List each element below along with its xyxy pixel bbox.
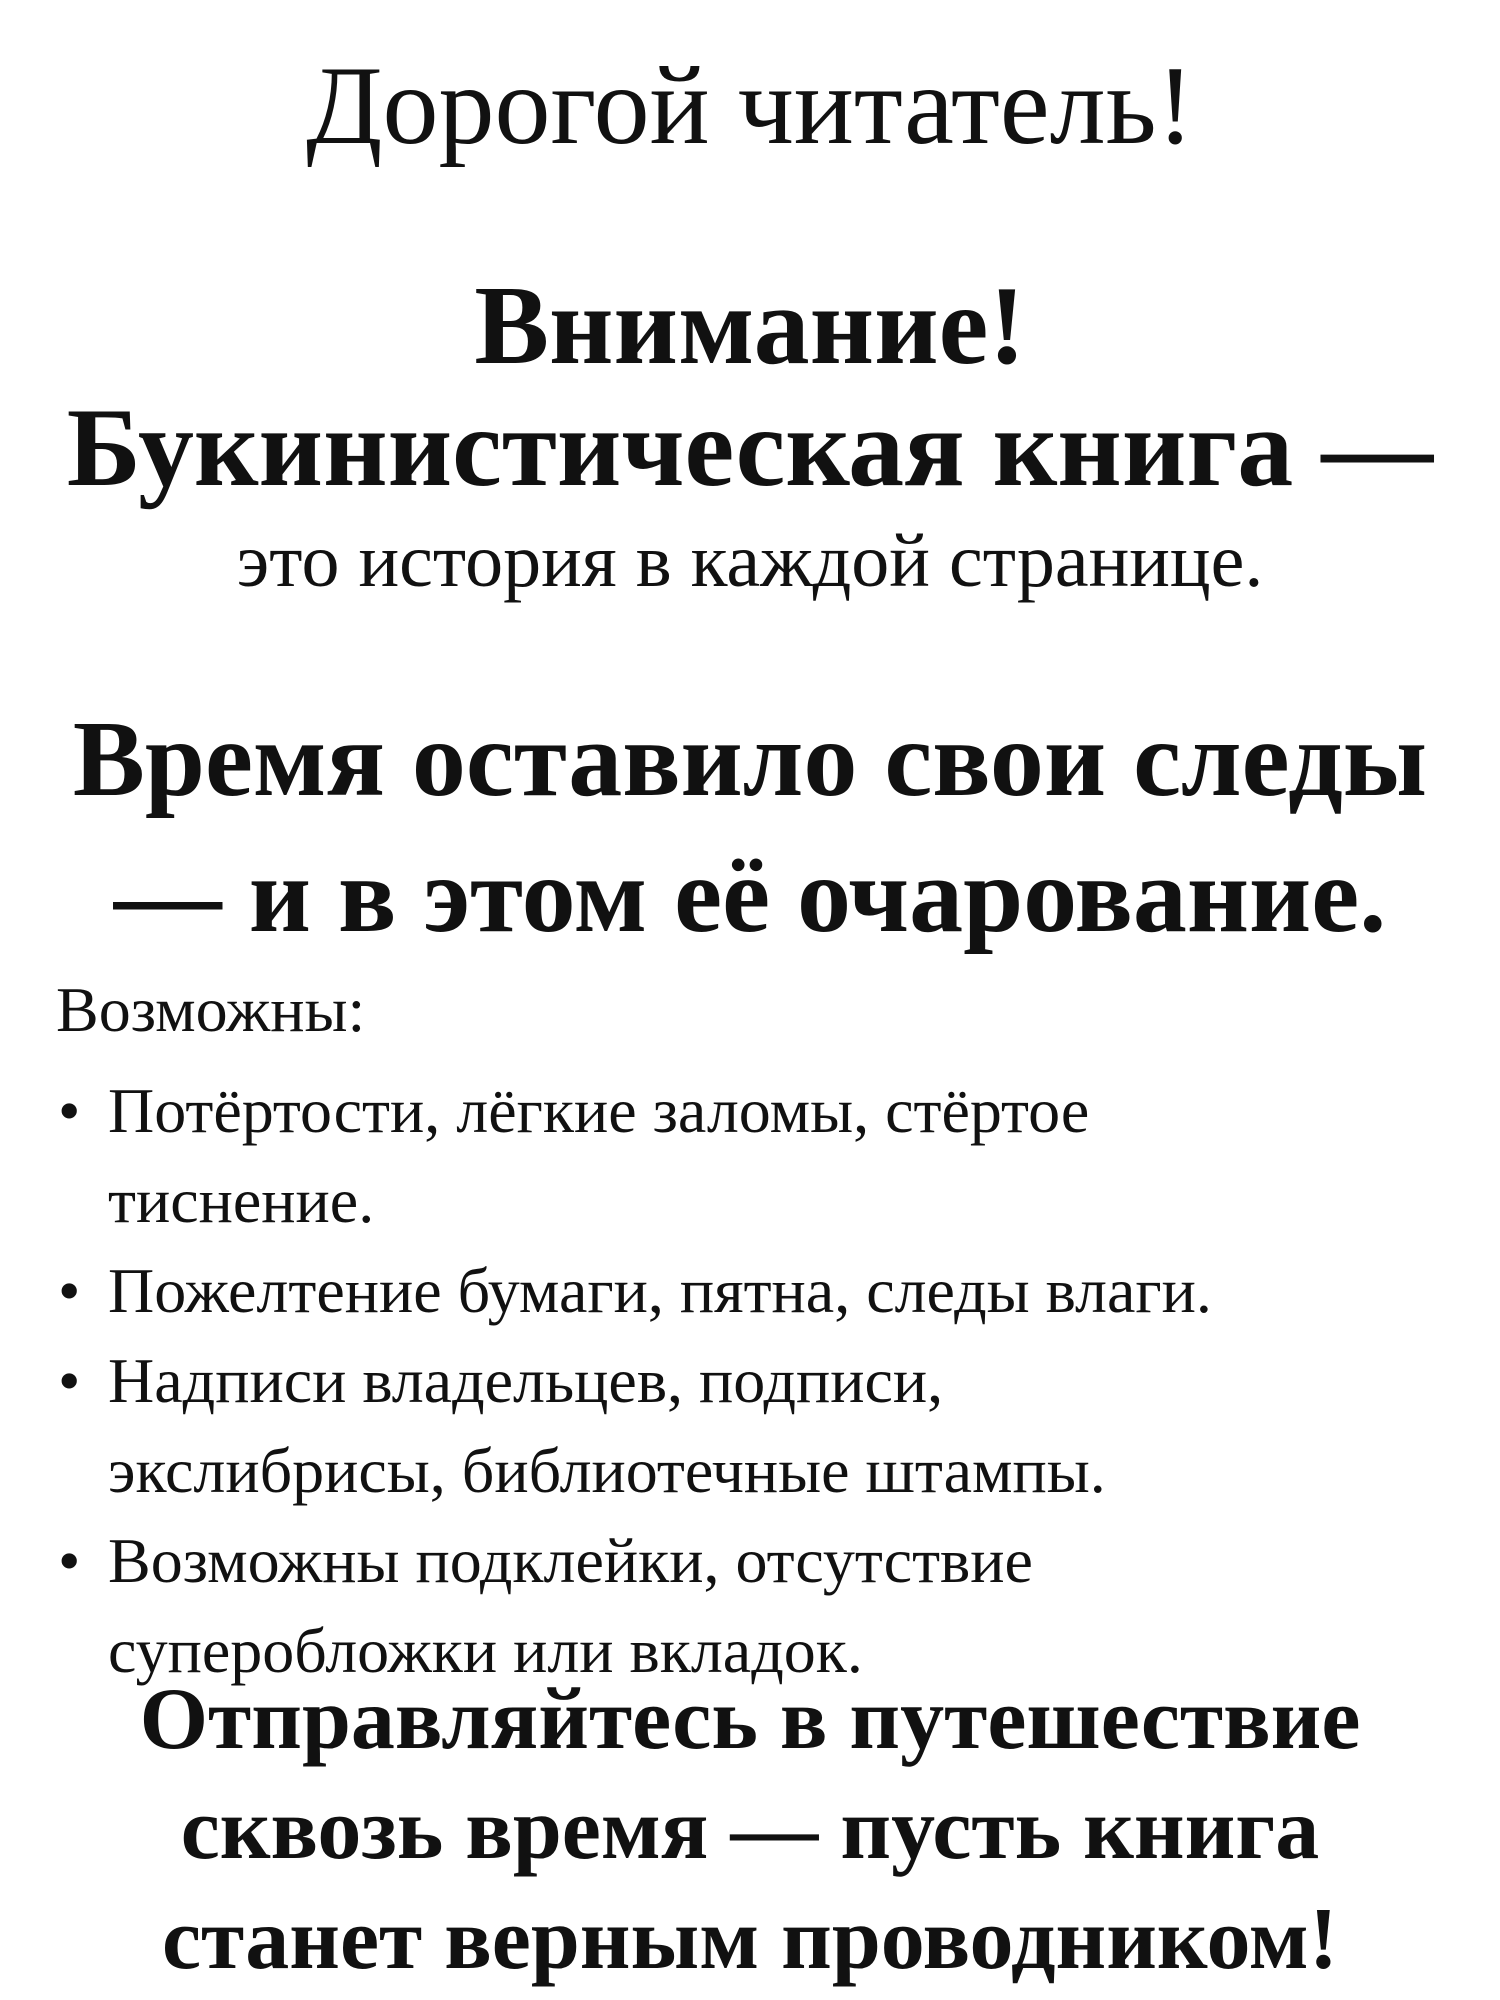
possible-defects-heading: Возможны: <box>56 974 366 1045</box>
list-item-text-continued: суперобложки или вкладок. <box>108 1615 863 1686</box>
defects-list <box>56 1066 1456 1696</box>
antique-book-heading: Букинистическая книга — <box>66 386 1434 510</box>
time-traces-line-2: — и в этом её очарование. <box>113 836 1387 955</box>
list-item <box>56 1336 1456 1516</box>
bullet-icon: • <box>58 1075 81 1146</box>
closing-message <box>0 1665 1500 1995</box>
list-item-text-continued: экслибрисы, библиотечные штампы. <box>108 1435 1106 1506</box>
closing-line-1: Отправляйтесь в путешествие <box>139 1671 1361 1768</box>
list-item-text: Надписи владельцев, подписи, <box>108 1345 944 1416</box>
greeting-heading: Дорогой читатель! <box>306 44 1194 168</box>
list-item-text: Возможны подклейки, отсутствие <box>108 1525 1033 1596</box>
bullet-icon: • <box>58 1345 81 1416</box>
time-traces-line-1: Время оставило свои следы <box>72 700 1428 819</box>
closing-line-2: сквозь время — пусть книга <box>180 1781 1320 1878</box>
history-subtitle: это история в каждой странице. <box>236 519 1264 603</box>
list-item-text-continued: тиснение. <box>108 1165 375 1236</box>
bullet-icon: • <box>58 1525 81 1596</box>
closing-line-3: станет верным проводником! <box>161 1891 1339 1988</box>
list-item <box>56 1066 1456 1246</box>
list-item-text: Пожелтение бумаги, пятна, следы влаги. <box>108 1255 1212 1326</box>
list-item-text: Потёртости, лёгкие заломы, стёртое <box>108 1075 1090 1146</box>
attention-heading: Внимание! <box>474 264 1026 388</box>
list-item <box>56 1246 1456 1336</box>
bullet-icon: • <box>58 1255 81 1326</box>
